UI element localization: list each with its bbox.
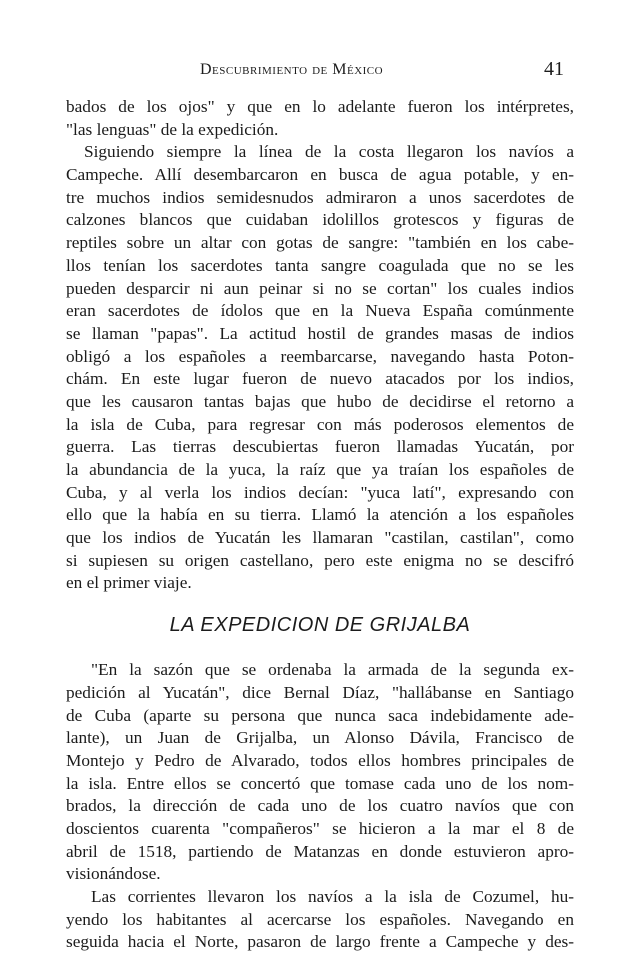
body-text (66, 96, 574, 954)
running-title: Descubrimiento de México (200, 61, 384, 78)
text-line: obligó a los españoles a reembarcarse, navegando hasta Poton- (66, 346, 574, 366)
text-line: reptiles sobre un altar con gotas de sangre: "también en los cabe- (66, 233, 574, 253)
text-line: chám. En este lugar fueron de nuevo atacados por los indios, (66, 369, 574, 389)
text-line: tre muchos indios semidesnudos admiraron a unos sacerdotes de (66, 187, 574, 207)
text-line: eran sacerdotes de ídolos que en la Nueva España comúnmente (66, 301, 574, 321)
text-line: yendo los habitantes al acercarse los españoles. Navegando en (66, 909, 574, 929)
text-line: de Cuba (aparte su persona que nunca saca indebidamente ade- (66, 705, 574, 725)
text-line: "En la sazón que se ordenaba la armada de la segunda ex- (91, 660, 574, 680)
section-title: LA EXPEDICION DE GRIJALBA (169, 614, 471, 637)
paragraph (66, 141, 574, 595)
text-line: calzones blancos que cuidaban idolillos grotescos y figuras de (66, 210, 574, 230)
text-line: pueden desparcir ni aun peinar si no se cortan" los cuales indios (66, 278, 574, 298)
text-line: en el primer viaje. (66, 573, 192, 593)
text-line: Las corrientes llevaron los navíos a la isla de Cozumel, hu- (91, 887, 574, 906)
text-line: doscientos cuarenta "compañeros" se hicieron a la mar el 8 de (66, 818, 574, 838)
text-line: si supiesen su origen castellano, pero este enigma no se descifró (66, 550, 574, 570)
text-line: la isla. Entre ellos se concertó que tomase cada uno de los nom- (66, 773, 574, 793)
paragraph (66, 96, 574, 141)
text-line: Montejo y Pedro de Alvarado, todos ellos hombres principales de (66, 750, 574, 770)
text-line: brados, la dirección de cada uno de los cuatro navíos que con (66, 796, 574, 816)
text-line: la isla de Cuba, para regresar con más poderosos elementos de (66, 414, 574, 434)
text-line: lante), un Juan de Grijalba, un Alonso Dávila, Francisco de (66, 728, 574, 748)
text-line: que los indios de Yucatán les llamaran "castilan, castilan", como (66, 528, 574, 548)
text-line: Siguiendo siempre la línea de la costa llegaron los navíos a (84, 142, 574, 162)
text-line: ello que la había en su tierra. Llamó la atención a los españoles (66, 505, 574, 525)
text-line: Cuba, y al verla los indios decían: "yuca latí", expresando con (66, 482, 574, 502)
text-line: bados de los ojos" y que en lo adelante fueron los intérpretes, (66, 97, 574, 116)
text-line: se llaman "papas". La actitud hostil de grandes masas de indios (66, 323, 574, 343)
text-line: seguida hacia el Norte, pasaron de largo frente a Campeche y des- (66, 932, 574, 952)
running-header (0, 58, 638, 84)
paragraph (66, 659, 574, 886)
text-line: que les causaron tantas bajas que hubo de decidirse el retorno a (66, 391, 574, 411)
text-line: abril de 1518, partiendo de Matanzas en donde estuvieron apro- (66, 841, 574, 861)
text-line: llos tenían los sacerdotes tanta sangre coagulada que no se les (66, 255, 574, 275)
text-line: pedición al Yucatán", dice Bernal Díaz, "hallábanse en Santiago (66, 682, 574, 702)
text-line: guerra. Las tierras descubiertas fueron llamadas Yucatán, por (66, 437, 574, 457)
text-line: Campeche. Allí desembarcaron en busca de agua potable, y en- (66, 165, 574, 185)
paragraph (66, 886, 574, 954)
page-number: 41 (544, 58, 564, 80)
text-line: visionándose. (66, 864, 161, 884)
text-line: la abundancia de la yuca, la raíz que ya traían los españoles de (66, 460, 574, 479)
text-line: "las lenguas" de la expedición. (66, 119, 279, 139)
